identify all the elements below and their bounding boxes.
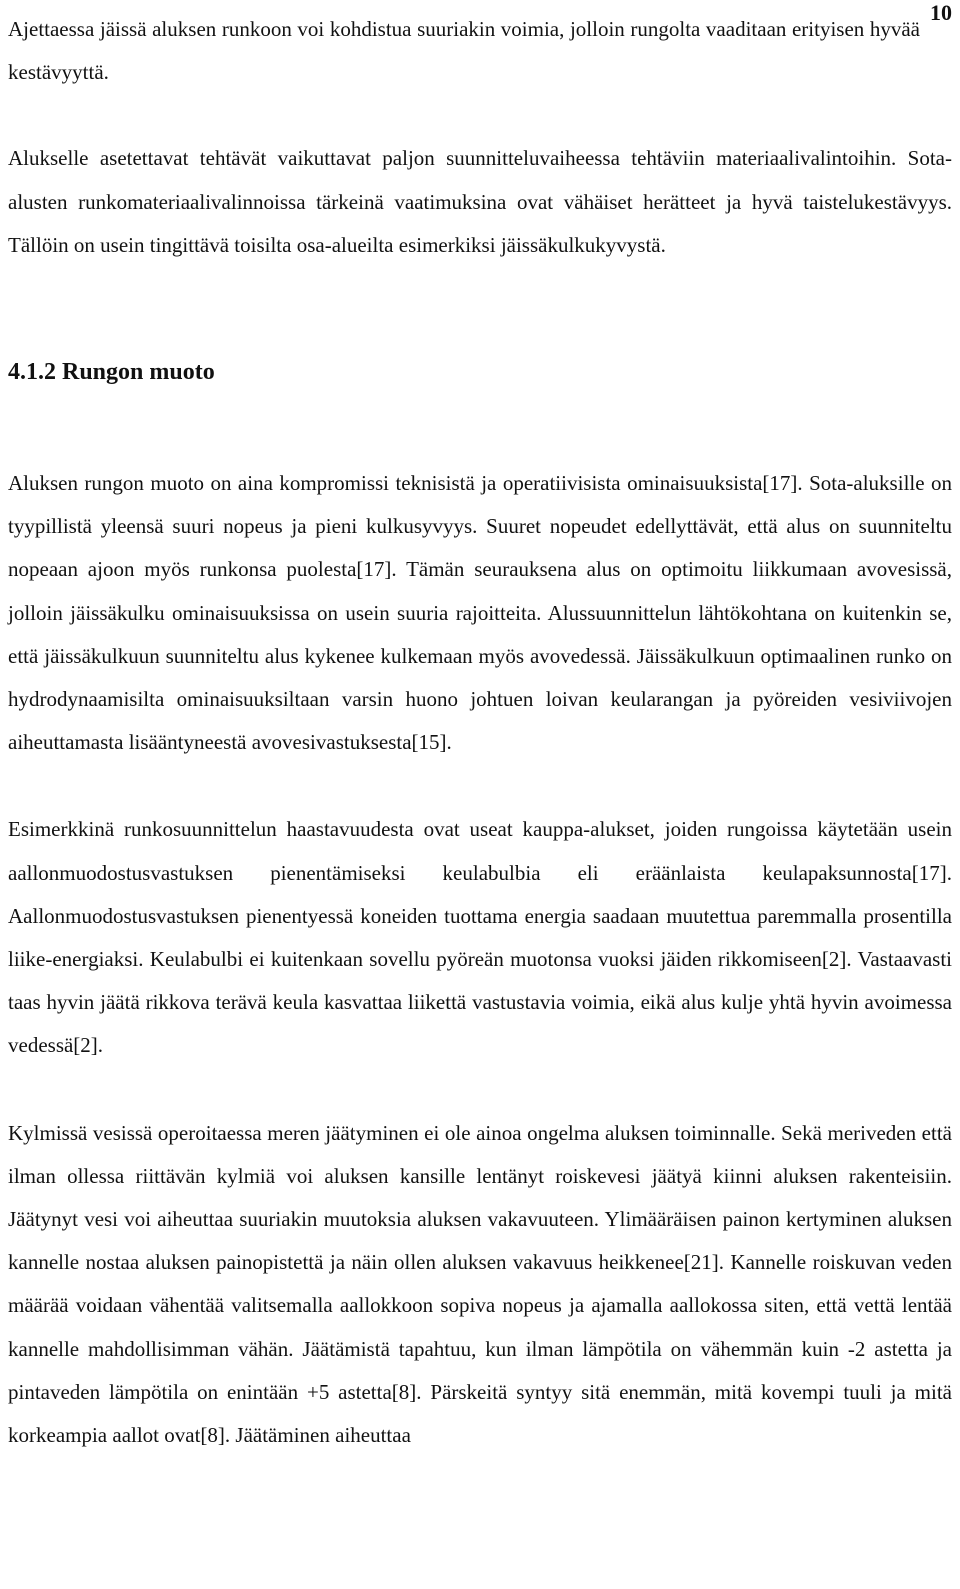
paragraph: Ajettaessa jäissä aluksen runkoon voi kohdistua suuriakin voimia, jolloin rungolta vaaditaan erityisen hyvää kestävyyttä.	[8, 17, 920, 85]
section-heading: 4.1.2 Rungon muoto	[8, 359, 215, 386]
paragraph: Esimerkkinä runkosuunnittelun haastavuudesta ovat useat kauppa-alukset, joiden rungoissa käytetään usein aallonmuodostusvastuksen pienentämiseksi keulabulbia eli eräänlaista keulapaksunnosta[17]. Aallonmuodostusvastuksen pienentyessä koneiden tuottama energia saadaan muutettua paremmalla prosentilla liike-energiaksi. Keulabulbi ei kuitenkaan sovellu pyöreän muotonsa vuoksi jäiden rikkomiseen[2]. Vastaavasti taas hyvin jäätä rikkova terävä keula kasvattaa liikettä vastustavia voimia, eikä alus kulje yhtä hyvin avoimessa vedessä[2].	[8, 817, 952, 1058]
paragraph: Alukselle asetettavat tehtävät vaikuttavat paljon suunnitteluvaiheessa tehtäviin materiaalivalintoihin. Sota-alusten runkomateriaalivalinnoissa tärkeinä vaatimuksina ovat vähäiset herätteet ja hyvä taistelukestävyys. Tällöin on usein tingittävä toisilta osa-alueilta esimerkiksi jäissäkulkukyvystä.	[8, 146, 952, 257]
document-body	[8, 0, 952, 1457]
paragraph: Aluksen rungon muoto on aina kompromissi teknisistä ja operatiivisista ominaisuuksista[17]. Sota-aluksille on tyypillistä yleensä suuri nopeus ja pieni kulkusyvyys. Suuret nopeudet edellyttävät, että alus on suunniteltu nopeaan ajoon myös runkonsa puolesta[17]. Tämän seurauksena alus on optimoitu liikkumaan avovesissä, jolloin jäissäkulku ominaisuuksissa on usein suuria rajoitteita. Alussuunnittelun lähtökohtana on kuitenkin se, että jäissäkulkuun suunniteltu alus kykenee kulkemaan myös avovedessä. Jäissäkulkuun optimaalinen runko on hydrodynaamisilta ominaisuuksiltaan varsin huono johtuen loivan keularangan ja pyöreiden vesiviivojen aiheuttamasta lisääntyneestä avovesivastuksesta[15].	[8, 471, 952, 755]
paragraph: Kylmissä vesissä operoitaessa meren jäätyminen ei ole ainoa ongelma aluksen toiminnalle. Sekä meriveden että ilman ollessa riittävän kylmiä voi aluksen kansille lentänyt roiskevesi jäätyä kiinni aluksen rakenteisiin. Jäätynyt vesi voi aiheuttaa suuriakin muutoksia aluksen vakavuuteen. Ylimääräisen painon kertyminen aluksen kannelle nostaa aluksen painopistettä ja näin ollen aluksen vakavuus heikkenee[21]. Kannelle roiskuvan veden määrää voidaan vähentää valitsemalla aallokkoon sopiva nopeus ja ajamalla aallokossa siten, että vettä lentää kannelle mahdollisimman vähän. Jäätämistä tapahtuu, kun ilman lämpötila on vähemmän kuin -2 astetta ja pintaveden lämpötila on enintään +5 astetta[8]. Pärskeitä syntyy sitä enemmän, mitä kovempi tuuli ja mitä korkeampia aallot ovat[8]. Jäätäminen aiheuttaa	[8, 1120, 952, 1448]
page-number: 10	[930, 0, 952, 25]
